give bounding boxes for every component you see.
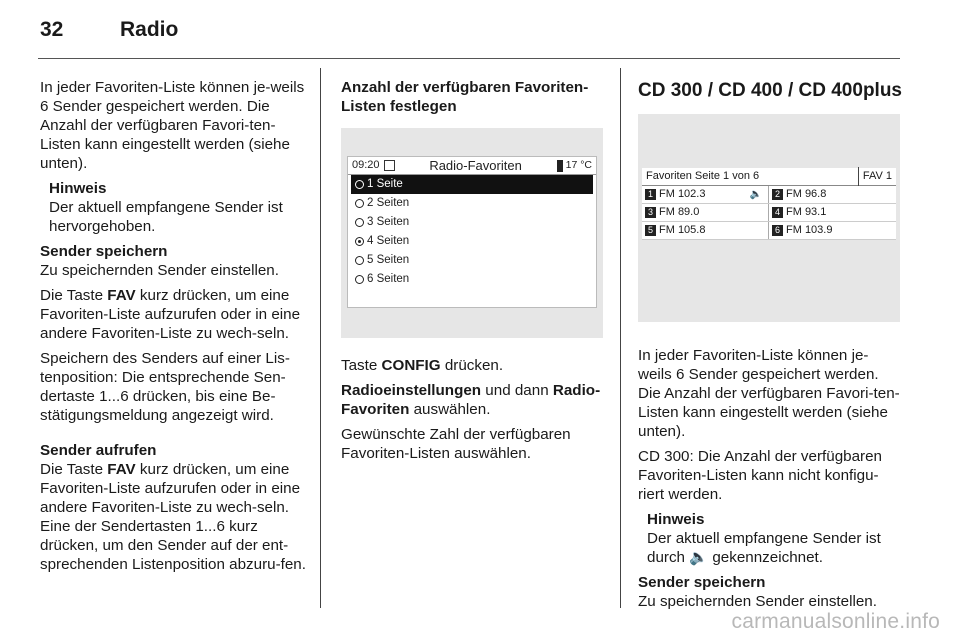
key-fav: FAV — [107, 287, 136, 304]
text-run: kurz drücken, um eine Favoriten-Liste aufzurufen oder in eine andere Favoriten-Liste zu wech-seln. Eine der Sendertasten 1...6 kurz drücken, um den Sender auf der ent-sprechenden Listenposition abzuru-fen. — [40, 461, 306, 573]
section-heading-store: Sender speichern — [638, 574, 766, 591]
preset-cell — [769, 204, 896, 221]
favorites-option — [351, 213, 593, 232]
note-title: Hinweis — [49, 180, 107, 197]
back-icon — [384, 160, 395, 171]
screen-image-favorites — [638, 114, 900, 322]
text-run: kurz drücken, um eine Favoriten-Liste aufzurufen oder in eine andere Favoriten-Liste zu wech-seln. — [40, 287, 301, 342]
preset-frequency: FM 105.8 — [659, 224, 706, 236]
watermark: carmanualsonline.info — [731, 610, 940, 633]
section-heading-store: Sender speichern — [40, 243, 168, 260]
menu-radioeinstellungen: Radioeinstellungen — [341, 382, 482, 399]
preset-cell — [769, 186, 896, 203]
text-run: gekennzeichnet. — [708, 549, 823, 566]
preset-cell — [642, 204, 769, 221]
text-run: drücken. — [440, 357, 504, 374]
display-status-bar — [348, 157, 596, 175]
display-screen — [347, 156, 597, 308]
option-list — [348, 175, 596, 289]
text-run: Taste — [341, 357, 382, 374]
note-box — [40, 179, 308, 236]
store-paragraph-3: Speichern des Senders auf einer Lis-tenposition: Die entsprechende Sen-dertaste 1...6 drücken, bis eine Be-stätigungsmeldung angezeigt wird. — [40, 350, 290, 424]
preset-row — [642, 204, 896, 222]
store-paragraph: Zu speichernden Sender einstellen. — [638, 593, 877, 610]
text-run: Der aktuell empfangene Sender ist durch — [647, 530, 881, 566]
preset-cell — [769, 222, 896, 239]
cd-paragraph-1: In jeder Favoriten-Liste können je-weils 6 Sender gespeichert werden. Die Anzahl der verfügbaren Favori-ten-Listen kann eingestellt werden (siehe unten). — [638, 347, 900, 440]
favorites-option — [351, 175, 593, 194]
note-title: Hinweis — [647, 511, 705, 528]
config-step-1 — [341, 356, 609, 375]
preset-number: 5 — [645, 225, 656, 236]
option-label: 3 Seiten — [367, 216, 410, 228]
preset-number: 6 — [772, 225, 783, 236]
column-middle — [341, 78, 609, 469]
option-label: 2 Seiten — [367, 197, 410, 209]
section-heading-cd: CD 300 / CD 400 / CD 400plus — [638, 80, 902, 101]
thermometer-icon — [557, 160, 563, 172]
favorites-header — [642, 168, 896, 186]
favorites-option — [351, 270, 593, 289]
text-run: Die Taste — [40, 461, 108, 478]
temperature — [557, 156, 592, 175]
preset-row — [642, 222, 896, 240]
option-label: 4 Seiten — [367, 235, 410, 247]
favorites-display — [642, 168, 896, 240]
note-box — [638, 510, 902, 567]
radio-icon — [355, 180, 364, 189]
note-text: Der aktuell empfangene Sender ist hervorgehoben. — [49, 199, 283, 235]
clock: 09:20 — [352, 159, 380, 171]
option-label: 6 Seiten — [367, 273, 410, 285]
preset-number: 1 — [645, 189, 656, 200]
radio-icon — [355, 275, 364, 284]
display-title: Radio-Favoriten — [429, 158, 522, 173]
radio-icon — [355, 256, 364, 265]
favorites-page-label: Favoriten Seite 1 von 6 — [646, 170, 760, 182]
cd-paragraph-2: CD 300: Die Anzahl der verfügbaren Favoriten-Listen kann nicht konfigu-riert werden. — [638, 448, 882, 503]
preset-number: 4 — [772, 207, 783, 218]
column-divider — [620, 68, 621, 608]
preset-number: 3 — [645, 207, 656, 218]
store-paragraph-1: Zu speichernden Sender einstellen. — [40, 262, 279, 279]
config-step-3: Gewünschte Zahl der verfügbaren Favoriten-Listen auswählen. — [341, 426, 571, 462]
option-label: 5 Seiten — [367, 254, 410, 266]
screen-image-radio-favorites — [341, 128, 603, 338]
text-run: auswählen. — [409, 401, 491, 418]
section-heading-recall: Sender aufrufen — [40, 442, 157, 459]
preset-cell — [642, 186, 769, 203]
preset-frequency: FM 93.1 — [786, 206, 827, 218]
preset-cell — [642, 222, 769, 239]
menu-radio-favoriten: Radio-Favoriten — [341, 382, 601, 418]
key-config: CONFIG — [381, 357, 441, 374]
column-left — [40, 78, 308, 580]
preset-grid — [642, 186, 896, 240]
note-text — [647, 529, 902, 567]
page-title: Radio — [120, 18, 179, 41]
column-right — [638, 78, 902, 617]
text-run: Die Taste — [40, 287, 108, 304]
preset-number: 2 — [772, 189, 783, 200]
intro-paragraph: In jeder Favoriten-Liste können je-weils 6 Sender gespeichert werden. Die Anzahl der verfügbaren Favori-ten-Listen kann eingestellt werden (siehe unten). — [40, 79, 305, 172]
text-run: und dann — [481, 382, 553, 399]
temperature-value: 17 °C — [565, 159, 592, 171]
key-fav: FAV — [107, 461, 136, 478]
radio-icon — [355, 199, 364, 208]
section-heading-config: Anzahl der verfügbaren Favoriten-Listen festlegen — [341, 79, 589, 115]
preset-frequency: FM 102.3 — [659, 188, 706, 200]
store-paragraph-2 — [40, 286, 308, 343]
favorites-option — [351, 194, 593, 213]
config-step-2 — [341, 381, 609, 419]
column-divider — [320, 68, 321, 608]
radio-icon — [355, 218, 364, 227]
option-label: 1 Seite — [367, 178, 403, 190]
preset-row — [642, 186, 896, 204]
favorites-tag: FAV 1 — [858, 167, 892, 186]
page-number: 32 — [40, 18, 64, 41]
favorites-option — [351, 251, 593, 270]
preset-frequency: FM 96.8 — [786, 188, 827, 200]
preset-frequency: FM 103.9 — [786, 224, 833, 236]
speaker-icon: 🔈 — [749, 189, 762, 200]
favorites-option — [351, 232, 593, 251]
speaker-icon: 🔈 — [689, 549, 709, 566]
radio-icon — [355, 237, 364, 246]
header-divider — [38, 58, 900, 59]
recall-paragraph — [40, 460, 308, 574]
preset-frequency: FM 89.0 — [659, 206, 700, 218]
page-header — [40, 18, 178, 48]
